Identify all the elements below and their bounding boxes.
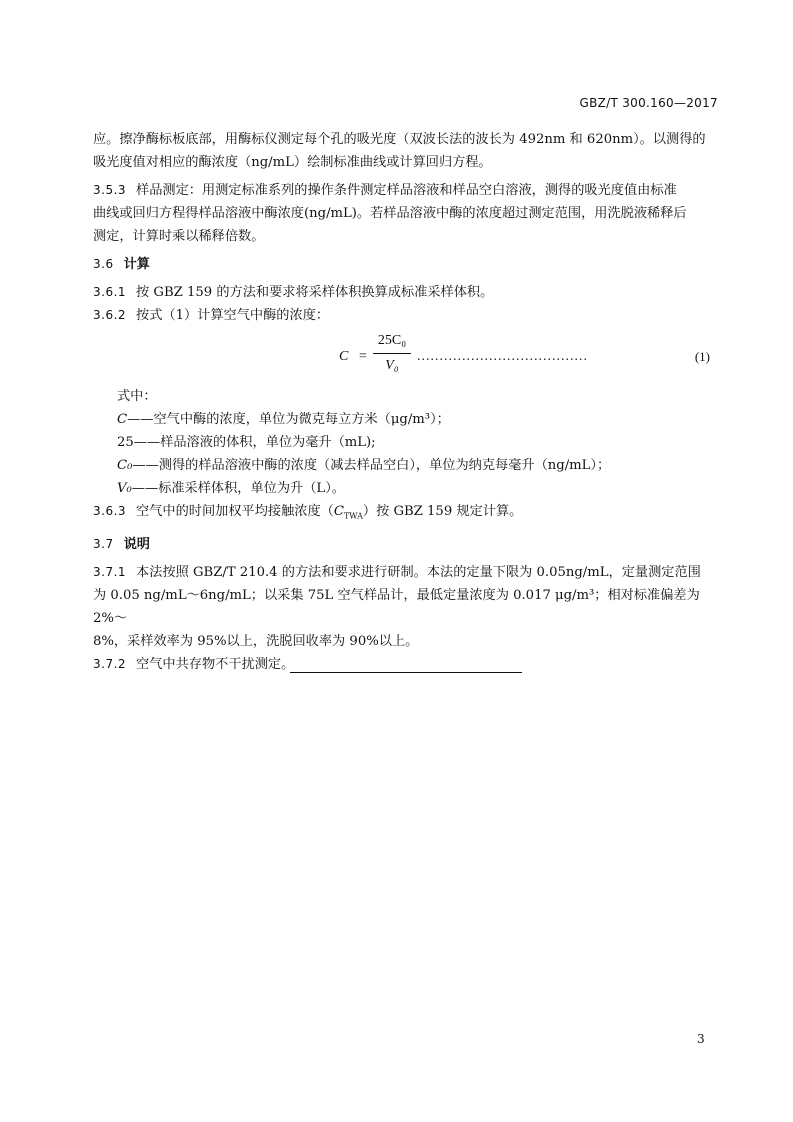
definition-text: ——空气中酶的浓度，单位为微克每立方米（μg/m³）； (127, 412, 450, 427)
definition-c (93, 408, 718, 431)
symbol-25: 25 (117, 435, 134, 450)
page-number: 3 (697, 1032, 705, 1046)
section-title: 计算 (123, 257, 150, 272)
formula-denominator: V₀ (385, 358, 399, 373)
definition-text: ——测得的样品溶液中酶的浓度（减去样品空白），单位为纳克每毫升（ng/mL）； (132, 458, 611, 473)
symbol-c0: C₀ (117, 458, 133, 473)
clause-number: 3.7.1 (93, 564, 127, 579)
paragraph-continuation-2: 吸光度值对相应的酶浓度（ng/mL）绘制标准曲线或计算回归方程。 (93, 155, 492, 170)
formula-leader-dots: ...................................... (417, 349, 588, 364)
definition-text: ——标准采样体积，单位为升（L）。 (131, 481, 345, 496)
formula-equals: = (359, 349, 367, 364)
clause-number: 3.6.2 (93, 308, 127, 322)
clause-text: 空气中的时间加权平均接触浓度（ (136, 504, 334, 519)
formula-lhs: C (339, 349, 349, 364)
section-3-6-heading (93, 253, 718, 276)
clause-text-end: ）按 GBZ 159 规定计算。 (362, 504, 523, 519)
symbol-ctwa: C (333, 504, 344, 519)
clause-3-5-3-line-2: 曲线或回归方程得样品溶液中酶浓度(ng/mL)。若样品溶液中酶的浓度超过测定范围，用洗脱液稀释后 (93, 206, 687, 221)
definition-c0 (93, 454, 718, 477)
clause-3-6-1 (93, 281, 718, 304)
clause-3-7-1-line-2: 为 0.05 ng/mL～6ng/mL；以采集 75L 空气样品计，最低定量浓度为 0.017 μg/m³；相对标准偏差为 2%～ (93, 587, 700, 626)
clause-number: 3.7.2 (93, 656, 127, 671)
document-header-id: GBZ/T 300.160—2017 (579, 96, 718, 110)
section-number: 3.7 (93, 536, 114, 551)
section-title: 说明 (123, 536, 150, 552)
where-label: 式中： (117, 389, 157, 404)
section-3-7-heading (93, 533, 718, 556)
section-number: 3.6 (93, 257, 114, 271)
clause-3-5-3-line-3: 测定，计算时乘以稀释倍数。 (93, 229, 265, 244)
formula-numerator: 25C₀ (377, 333, 407, 348)
clause-number: 3.6.3 (93, 504, 127, 518)
definition-text: ——样品溶液的体积，单位为毫升（mL); (133, 435, 376, 450)
formula-1 (93, 331, 718, 379)
clause-3-7-1 (93, 561, 718, 584)
document-body (93, 128, 718, 676)
clause-3-6-2 (93, 304, 718, 327)
clause-text: 样品测定：用测定标准系列的操作条件测定样品溶液和样品空白溶液，测得的吸光度值由标准 (136, 183, 677, 198)
clause-text: 按 GBZ 159 的方法和要求将采样体积换算成标准采样体积。 (136, 285, 494, 300)
clause-number: 3.5.3 (93, 183, 127, 197)
clause-text: 空气中共存物不干扰测定。 (136, 656, 295, 672)
clause-3-5-3 (93, 179, 718, 202)
symbol-v0: V₀ (117, 481, 132, 496)
clause-3-6-3 (93, 500, 718, 528)
symbol-c: C (117, 412, 128, 427)
end-of-document-rule (290, 672, 522, 673)
symbol-ctwa-subscript: TWA (343, 511, 363, 521)
clause-text: 按式（1）计算空气中酶的浓度： (136, 308, 330, 323)
formula-fraction (373, 331, 411, 376)
clause-text: 本法按照 GBZ/T 210.4 的方法和要求进行研制。本法的定量下限为 0.05ng/mL，定量测定范围 (136, 564, 701, 580)
definition-25 (93, 431, 718, 454)
formula-number: (1) (694, 349, 710, 364)
clause-3-7-1-line-3: 8%，采样效率为 95%以上，洗脱回收率为 90%以上。 (93, 633, 419, 649)
paragraph-continuation-1: 应。擦净酶标板底部，用酶标仪测定每个孔的吸光度（双波长法的波长为 492nm 和 620nm）。以测得的 (93, 132, 706, 147)
fraction-bar (373, 353, 411, 354)
definition-v0 (93, 477, 718, 500)
clause-number: 3.6.1 (93, 285, 127, 299)
